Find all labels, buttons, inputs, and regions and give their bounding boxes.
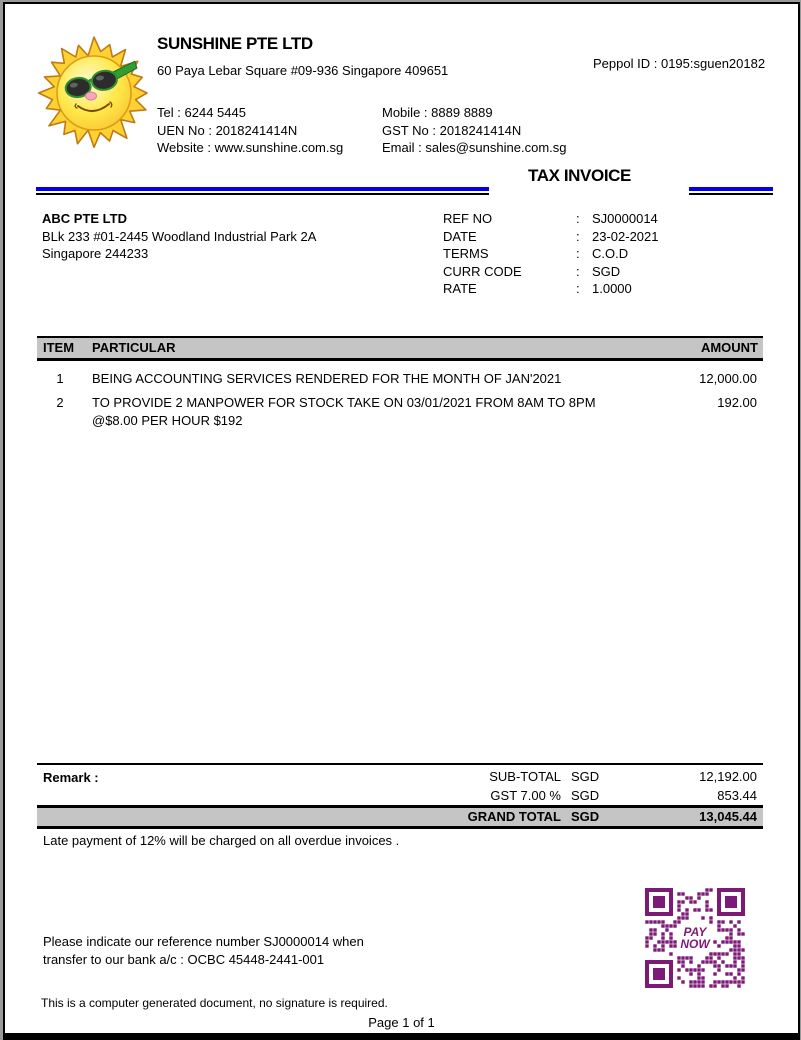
item-description-line: BEING ACCOUNTING SERVICES RENDERED FOR THE MONTH OF JAN'2021 [92, 371, 562, 386]
contact-value: 8889 8889 [431, 105, 493, 120]
grand-total-row [37, 808, 763, 826]
remark-label: Remark : [43, 770, 99, 785]
colon: : [576, 246, 580, 261]
customer-address-2: Singapore 244233 [42, 246, 149, 261]
invoice-page [3, 2, 800, 1040]
item-description-line: TO PROVIDE 2 MANPOWER FOR STOCK TAKE ON 03/01/2021 FROM 8AM TO 8PM [92, 395, 596, 410]
divider-left [36, 187, 489, 195]
paynow-text-now: NOW [680, 937, 710, 951]
gst-currency: SGD [571, 788, 600, 803]
company-logo [37, 35, 151, 149]
invoice-meta [443, 210, 659, 298]
colon: : [653, 56, 658, 71]
meta-value: C.O.D [592, 246, 629, 261]
meta-value: 1.0000 [592, 281, 632, 296]
colon: : [207, 140, 211, 155]
grand-total-bottom-rule [37, 826, 763, 829]
meta-row [443, 245, 659, 263]
colon: : [208, 122, 212, 138]
subtotal-currency: SGD [571, 769, 600, 784]
colon: : [576, 263, 580, 279]
gst-row [37, 787, 763, 806]
colon: : [423, 105, 428, 120]
paynow-logo [680, 923, 711, 953]
contact-row [382, 104, 567, 122]
meta-value: 23-02-2021 [592, 228, 659, 244]
contact-row [157, 104, 343, 122]
customer-block [42, 210, 316, 263]
meta-label: TERMS [443, 246, 489, 261]
page-number: Page 1 of 1 [368, 1015, 435, 1030]
contact-label: Tel [157, 105, 174, 120]
qr-icon [645, 888, 745, 988]
items-table-header [37, 336, 763, 361]
grand-total-amount: 13,045.44 [699, 809, 757, 824]
paynow-text-pay: PAY [683, 925, 707, 939]
contact-value: sales@sunshine.com.sg [425, 140, 567, 155]
contact-row [382, 139, 567, 157]
customer-name: ABC PTE LTD [42, 211, 127, 226]
bank-note [43, 933, 364, 968]
meta-label: REF NO [443, 211, 493, 226]
contact-label: GST No [382, 122, 429, 138]
peppol-value: 0195:sguen20182 [660, 56, 766, 71]
document-title: TAX INVOICE [528, 166, 631, 185]
contact-column-left [157, 104, 343, 157]
contact-label: Website [157, 140, 204, 155]
totals-top-rule [37, 763, 763, 765]
meta-value: SJ0000014 [592, 211, 658, 226]
generated-note: This is a computer generated document, no signature is required. [41, 996, 388, 1010]
colon: : [418, 140, 422, 155]
item-amount: 192.00 [717, 395, 757, 410]
subtotal-row [37, 768, 763, 787]
meta-value: SGD [592, 263, 621, 279]
meta-label: DATE [443, 228, 477, 244]
contact-value: 2018241414N [439, 122, 522, 138]
contact-value: www.sunshine.com.sg [214, 140, 344, 155]
meta-label: RATE [443, 281, 477, 296]
contact-row [157, 139, 343, 157]
gst-amount: 853.44 [717, 788, 757, 803]
subtotal-amount: 12,192.00 [699, 769, 757, 784]
grand-total-currency: SGD [571, 809, 600, 824]
peppol-id [593, 55, 765, 73]
colon: : [576, 228, 580, 244]
meta-row [443, 210, 659, 228]
contact-value: 6244 5445 [184, 105, 246, 120]
meta-row [443, 280, 659, 298]
meta-label: CURR CODE [443, 263, 522, 279]
meta-row [443, 263, 659, 281]
column-header-particular: PARTICULAR [92, 340, 176, 355]
company-name: SUNSHINE PTE LTD [157, 34, 313, 53]
colon: : [576, 211, 580, 226]
company-address: 60 Paya Lebar Square #09-936 Singapore 409651 [157, 63, 449, 78]
colon: : [432, 122, 436, 138]
paynow-qr-code [645, 888, 745, 988]
column-header-amount: AMOUNT [700, 340, 758, 355]
item-description [92, 394, 653, 429]
contact-column-right [382, 104, 567, 157]
sun-icon [37, 35, 151, 149]
late-payment-note: Late payment of 12% will be charged on all overdue invoices . [43, 833, 400, 848]
divider-right [689, 187, 773, 195]
subtotal-label: SUB-TOTAL [489, 769, 561, 784]
item-description-line: @$8.00 PER HOUR $192 [92, 412, 243, 428]
item-description [92, 370, 653, 388]
peppol-label: Peppol ID [593, 56, 651, 71]
column-header-item: ITEM [43, 340, 75, 355]
customer-address-1: BLk 233 #01-2445 Woodland Industrial Park 2A [42, 228, 317, 244]
item-number: 2 [56, 395, 64, 410]
meta-row [443, 228, 659, 246]
contact-row [382, 122, 567, 140]
item-amount: 12,000.00 [699, 371, 757, 386]
contact-value: 2018241414N [215, 122, 298, 138]
contact-label: Email [382, 140, 415, 155]
colon: : [177, 105, 181, 120]
contact-row [157, 122, 343, 140]
bank-note-line: Please indicate our reference number SJ0000014 when [43, 934, 364, 949]
item-number: 1 [56, 371, 64, 386]
bank-note-line: transfer to our bank a/c : OCBC 45448-2441-001 [43, 951, 325, 967]
gst-label: GST 7.00 % [490, 788, 561, 803]
contact-label: UEN No [157, 122, 205, 138]
colon: : [576, 281, 580, 296]
contact-label: Mobile [382, 105, 421, 120]
grand-total-label: GRAND TOTAL [467, 809, 561, 824]
